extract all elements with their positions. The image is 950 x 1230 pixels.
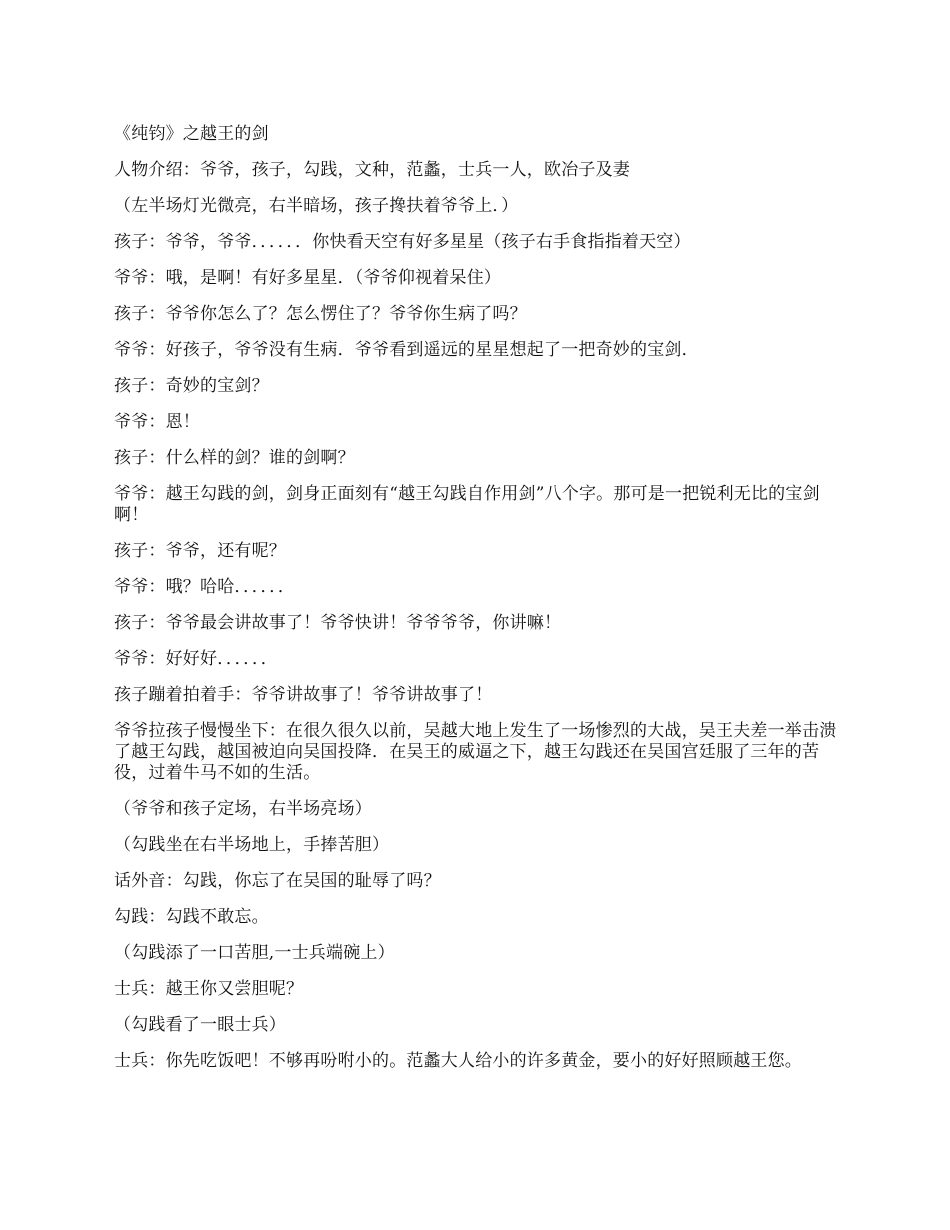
dialogue-line: 爷爷：哦，是啊！有好多星星．（爷爷仰视着呆住） bbox=[114, 268, 502, 288]
dialogue-line: 孩子：奇妙的宝剑？ bbox=[114, 376, 269, 396]
document-body bbox=[114, 124, 840, 1087]
dialogue-line: 孩子：爷爷，还有呢？ bbox=[114, 541, 286, 561]
stage-direction: （爷爷和孩子定场，右半场亮场） bbox=[114, 799, 372, 819]
dialogue-line: 士兵：你先吃饭吧！不够再吩咐小的。范蠡大人给小的许多黄金，要小的好好照顾越王您。 bbox=[114, 1051, 802, 1071]
dialogue-line: 孩子：爷爷你怎么了？怎么愣住了？爷爷你生病了吗？ bbox=[114, 304, 527, 324]
dialogue-line: 爷爷：哦？哈哈．．．．．． bbox=[114, 577, 296, 597]
stage-direction: （勾践坐在右半场地上，手捧苦胆） bbox=[114, 835, 390, 855]
character-introduction: 人物介绍：爷爷，孩子，勾践，文种，范蠡，士兵一人，欧冶子及妻 bbox=[114, 160, 630, 180]
stage-direction: （勾践添了一口苦胆,一士兵端碗上） bbox=[114, 943, 395, 963]
stage-direction: （左半场灯光微亮，右半暗场，孩子搀扶着爷爷上．） bbox=[114, 196, 519, 216]
dialogue-line: 孩子：爷爷，爷爷．．．．．．你快看天空有好多星星（孩子右手食指指着天空） bbox=[114, 232, 691, 252]
stage-direction: （勾践看了一眼士兵） bbox=[114, 1015, 286, 1035]
dialogue-line: 爷爷：恩！ bbox=[114, 412, 200, 432]
script-title: 《纯钧》之越王的剑 bbox=[114, 124, 269, 144]
dialogue-line: 士兵：越王你又尝胆呢？ bbox=[114, 979, 304, 999]
dialogue-line: 话外音：勾践，你忘了在吴国的耻辱了吗？ bbox=[114, 871, 441, 891]
dialogue-line: 孩子：什么样的剑？谁的剑啊？ bbox=[114, 448, 355, 468]
dialogue-line: 勾践：勾践不敢忘。 bbox=[114, 907, 269, 927]
dialogue-line: 孩子：爷爷最会讲故事了！爷爷快讲！爷爷爷爷，你讲嘛！ bbox=[114, 613, 562, 633]
dialogue-line: 爷爷拉孩子慢慢坐下：在很久很久以前，吴越大地上发生了一场惨烈的大战，吴王夫差一举击溃了越王勾践，越国被迫向吴国投降．在吴王的威逼之下，越王勾践还在吴国宫廷服了三年的苦役，过着牛马不如的生活。 bbox=[114, 721, 837, 783]
dialogue-line: 孩子蹦着拍着手：爷爷讲故事了！爷爷讲故事了！ bbox=[114, 685, 493, 705]
dialogue-line: 爷爷：好好好．．．．．． bbox=[114, 649, 278, 669]
dialogue-line: 爷爷：好孩子，爷爷没有生病．爷爷看到遥远的星星想起了一把奇妙的宝剑． bbox=[114, 340, 699, 360]
dialogue-line: 爷爷：越王勾践的剑，剑身正面刻有“越王勾践自作用剑”八个字。那可是一把锐利无比的宝剑啊！ bbox=[114, 484, 820, 525]
